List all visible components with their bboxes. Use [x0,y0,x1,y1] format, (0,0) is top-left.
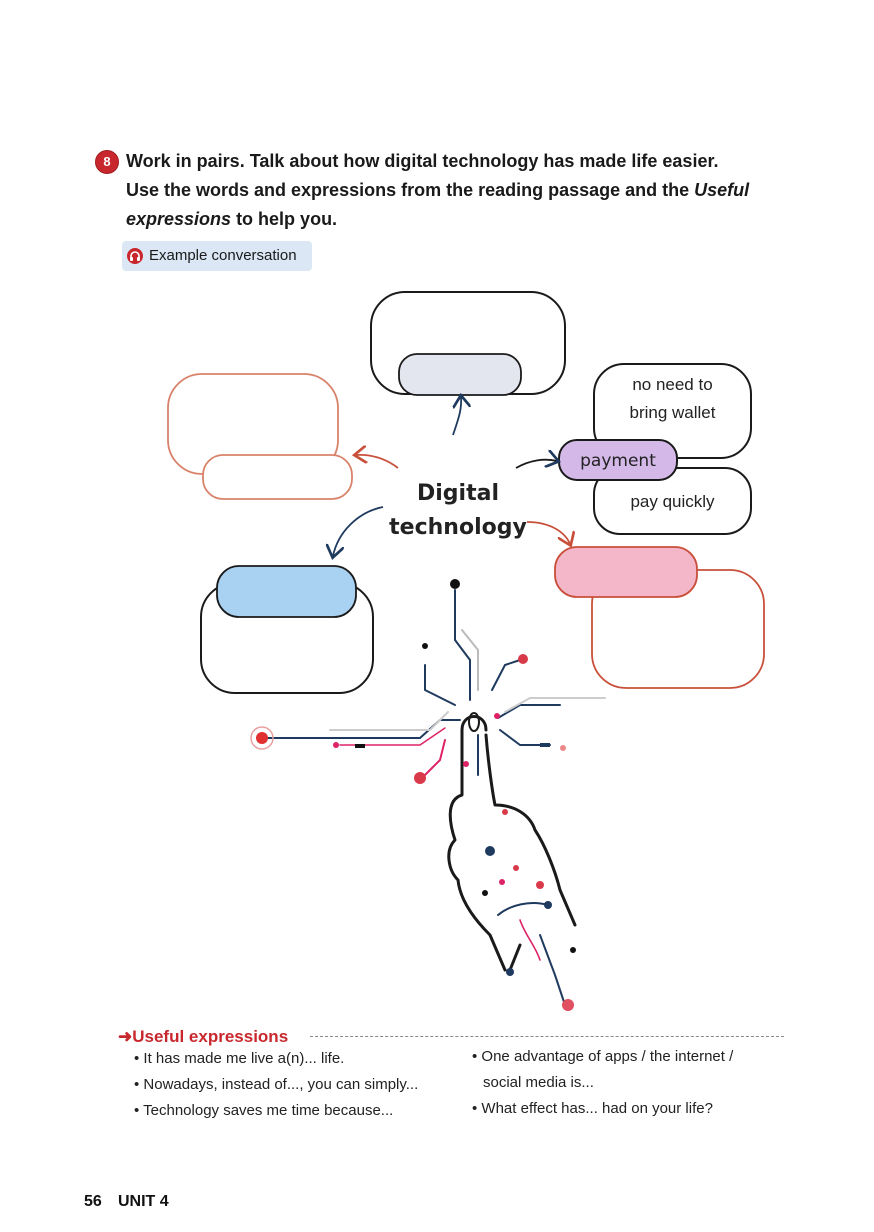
left-node [168,374,352,499]
example-conversation-label: Example conversation [149,247,297,264]
dashed-divider [310,1036,784,1037]
expression-item: • It has made me live a(n)... life. [134,1050,345,1067]
task-instruction-text: Use the words and expressions from the reading passage and the [126,180,695,200]
payment-detail-line-1: no need to [632,375,713,394]
arrow-to-bottom-right [527,522,570,544]
bottom-left-node [201,566,373,693]
arrow-to-payment [516,460,557,468]
expression-item: • One advantage of apps / the internet / [472,1048,734,1065]
arrow-icon: ➜ [118,1027,133,1046]
bottom-right-node [555,547,764,688]
payment-detail-line-2: bring wallet [629,403,716,422]
payment-detail-pay-quickly: pay quickly [630,492,715,511]
arrow-to-top [453,397,461,435]
useful-expressions-title [118,1027,288,1047]
expression-item: • What effect has... had on your life? [472,1100,713,1117]
unit-label: UNIT 4 [118,1193,169,1210]
page-number: 56 [84,1193,102,1210]
expression-item-continued: social media is... [483,1074,594,1091]
center-label-digital: Digital [417,481,499,506]
task-number-badge: 8 [95,150,119,174]
task-instruction-italic: expressions [126,209,232,229]
expression-item: • Technology saves me time because... [134,1102,394,1119]
arrow-to-bottom-left [333,507,383,556]
arrow-to-left [356,455,398,468]
task-instruction-italic: Useful [694,180,750,200]
top-node [371,292,565,395]
center-label-technology: technology [389,515,527,540]
task-instruction-text: to help you. [231,209,338,229]
payment-label: payment [580,451,656,471]
task-instruction-line-1: Work in pairs. Talk about how digital technology has made life easier. [126,151,719,171]
useful-expressions-label: Useful expressions [132,1027,289,1046]
expression-item: • Nowadays, instead of..., you can simply... [134,1076,419,1093]
